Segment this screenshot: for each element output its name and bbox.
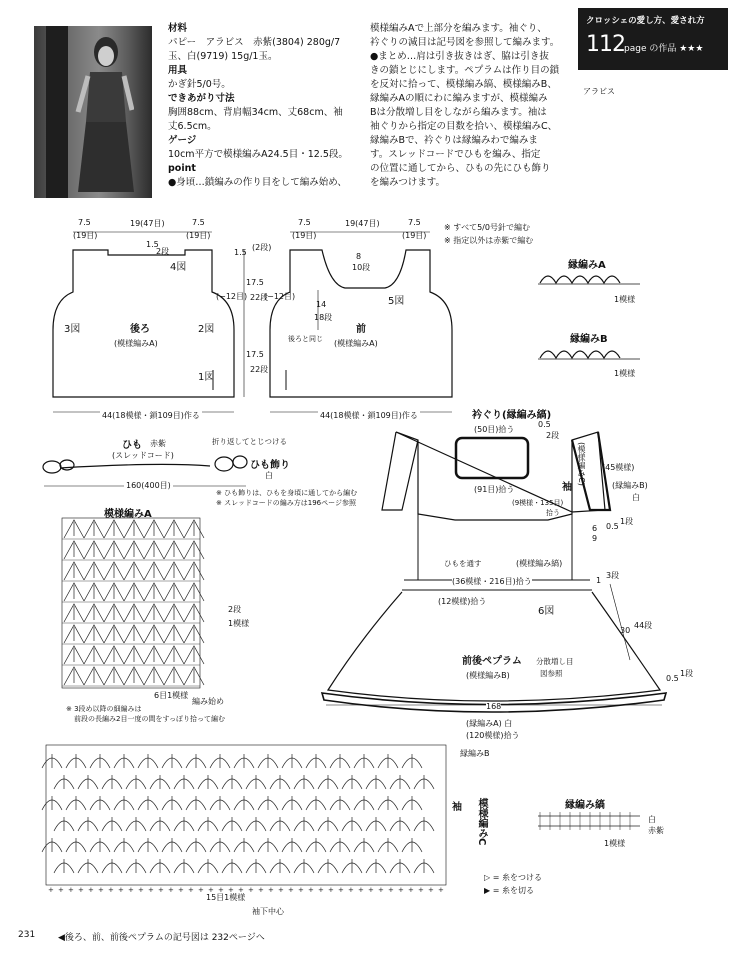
- edging-b-sample: [540, 351, 620, 358]
- chart-c-symbols: [42, 754, 444, 894]
- svg-text:+: +: [348, 886, 354, 894]
- instruction-line: 衿ぐりの減目は記号図を参照して編みます。: [370, 37, 560, 48]
- back-row3: 3図: [64, 324, 81, 335]
- back-row1: 1図: [198, 372, 215, 383]
- chart-a-title: 模様編みA: [104, 509, 152, 520]
- instruction-line: ●まとめ…肩は引き抜きはぎ、脇は引き抜: [370, 51, 549, 62]
- svg-text:+: +: [418, 886, 424, 894]
- instruction-line: 袖ぐりから指定の目数を拾い、模様編みC、: [370, 121, 558, 132]
- back-dim-left-sub: (19目): [73, 231, 98, 240]
- sleeve-dim1: 6: [592, 524, 598, 533]
- cord-pass: ひもを通す: [444, 559, 482, 568]
- svg-text:+: +: [178, 886, 184, 894]
- svg-text:+: +: [118, 886, 124, 894]
- sleeve-label: 袖: [562, 482, 572, 493]
- cord-note1: ※ ひも飾りは、ひもを身頃に通してから編む: [216, 489, 358, 497]
- cord-note2: ※ スレッドコードの編み方は196ページ参照: [216, 499, 356, 507]
- peplum-rows: 44段: [634, 621, 653, 630]
- sleeve-dim2: 9: [592, 534, 598, 543]
- svg-text:+: +: [438, 886, 444, 894]
- back-dim-left: 7.5: [78, 218, 91, 227]
- sleeve-count: (45模様): [602, 463, 635, 472]
- svg-text:+: +: [88, 886, 94, 894]
- front-mid-rows: 18段: [314, 313, 333, 322]
- svg-text:+: +: [328, 886, 334, 894]
- materials-line2: 玉、白(9719) 15g/1玉。: [168, 51, 278, 62]
- cord-decor: ひも飾り: [250, 460, 290, 471]
- front-dim-right-sub: (19目): [402, 231, 427, 240]
- back-side2-rows: 22段: [250, 293, 269, 302]
- back-row2: 2図: [198, 324, 215, 335]
- peplum-edge-rows: 1段: [680, 669, 694, 678]
- back-side2: 17.5: [246, 278, 264, 287]
- svg-text:+: +: [298, 886, 304, 894]
- svg-text:+: +: [288, 886, 294, 894]
- back-armhole: (−12目): [216, 292, 248, 301]
- svg-text:+: +: [188, 886, 194, 894]
- sleeve-pick: (9模様・135目): [512, 499, 564, 507]
- svg-text:+: +: [258, 886, 264, 894]
- hem-edging: (縁編みA) 白: [466, 719, 513, 728]
- svg-text:+: +: [368, 886, 374, 894]
- instruction-line: 縁編みAの順にわに編みますが、模様編み: [370, 93, 548, 104]
- chart-a-note1: ※ 3段め以降の細編みは: [66, 705, 142, 713]
- front-dim-center: 19(47目): [345, 219, 380, 228]
- neck-pick2: (91目)拾う: [474, 485, 515, 494]
- instruction-line: 模様編みAで上部分を編みます。袖ぐり、: [370, 23, 547, 34]
- svg-text:+: +: [248, 886, 254, 894]
- edging-a-title: 縁編みA: [568, 260, 606, 271]
- svg-text:+: +: [318, 886, 324, 894]
- point-label: point: [168, 163, 196, 174]
- edging-b-title: 縁編みB: [570, 334, 608, 345]
- back-side3-rows: 22段: [250, 365, 269, 374]
- chart-a-start: 編み始め: [192, 697, 224, 706]
- legend-cut-text: = 糸を切る: [492, 886, 534, 895]
- stripe-pick: (36模様・216目)拾う: [452, 577, 532, 586]
- instruction-line: 縁編みBで、衿ぐりは縁編みわで編みま: [370, 135, 538, 146]
- back-name: 後ろ: [130, 324, 150, 335]
- size-label: できあがり寸法: [168, 93, 235, 104]
- back-side1-rows: (2段): [252, 243, 272, 252]
- svg-text:+: +: [48, 886, 54, 894]
- instruction-line: の位置に通してから、ひもの先にひも飾り: [370, 163, 551, 174]
- svg-text:+: +: [208, 886, 214, 894]
- back-bottom: 44(18模様・鎖109目)作る: [102, 411, 200, 420]
- gauge-label: ゲージ: [168, 135, 197, 146]
- chart-c-title: 模様編みC: [476, 798, 487, 846]
- neckline: [456, 438, 528, 478]
- edging-b-note: 1模様: [614, 369, 636, 378]
- front-dim-left: 7.5: [298, 218, 311, 227]
- chart-a-note2: 前段の長編み2目一度の間をすっぽり拾って編む: [74, 715, 226, 723]
- svg-text:+: +: [78, 886, 84, 894]
- peplum-note2: 図参照: [540, 669, 563, 678]
- svg-text:+: +: [58, 886, 64, 894]
- neck-pick: (50目)拾う: [474, 425, 515, 434]
- svg-text:+: +: [198, 886, 204, 894]
- peplum-outline: [328, 592, 660, 701]
- tools-label: 用具: [168, 65, 188, 76]
- sleeve-dim4: 1段: [620, 517, 634, 526]
- back-side1: 1.5: [234, 248, 247, 257]
- peplum-edge: 0.5: [666, 674, 679, 683]
- front-pattern: (模様編みA): [334, 339, 378, 348]
- chart-a-count: 6目1模様: [154, 691, 189, 700]
- peplum-title: 前後ペプラム: [462, 656, 522, 667]
- instruction-line: きの鎖とじにします。ペプラムは作り目の鎖: [370, 65, 560, 76]
- instruction-line: Bは分散増し目をしながら編みます。袖は: [370, 107, 547, 118]
- svg-text:+: +: [278, 886, 284, 894]
- stripe-rows: 3段: [606, 571, 620, 580]
- back-dim-center: 19(47目): [130, 219, 165, 228]
- chart-a-rows2: 1模様: [228, 619, 250, 628]
- chart-c-grid: [46, 745, 446, 885]
- peplum-pattern: (模様編みB): [466, 671, 510, 680]
- back-shoulder: 1.5: [146, 240, 159, 249]
- gauge-text: 10cm平方で模様編みA24.5目・12.5段。: [168, 149, 348, 160]
- edging-stripe-sample: [538, 812, 640, 830]
- legend-attach: ▷ = 糸をつける: [484, 873, 542, 882]
- header-title: クロッシェの愛し方、愛され方: [586, 16, 705, 26]
- front-bottom: 44(18模様・鎖109目)作る: [320, 411, 418, 420]
- cord-fold: 折り返してとじつける: [212, 437, 287, 446]
- peplum-pick: (12模様)拾う: [438, 597, 487, 606]
- svg-text:+: +: [128, 886, 134, 894]
- cord-title: ひも: [122, 440, 142, 451]
- edging-stripe-note: 1模様: [604, 839, 626, 848]
- svg-text:+: +: [428, 886, 434, 894]
- sleeve-pattern: (模様編みC): [577, 442, 586, 486]
- sleeve-pick2: 拾う: [546, 509, 560, 517]
- svg-text:+: +: [108, 886, 114, 894]
- svg-text:+: +: [408, 886, 414, 894]
- back-row4: 4図: [170, 262, 187, 273]
- svg-text:+: +: [238, 886, 244, 894]
- front-neck-rows: 10段: [352, 263, 371, 272]
- neck-title: 衿ぐり(縁編み縞): [472, 410, 552, 421]
- front-name: 前: [356, 324, 366, 335]
- edging-a-note: 1模様: [614, 295, 636, 304]
- svg-text:+: +: [398, 886, 404, 894]
- svg-text:+: +: [268, 886, 274, 894]
- instruction-line: す。スレッドコードでひもを編み、指定: [370, 149, 541, 160]
- cord-color: 赤紫: [150, 439, 166, 448]
- page-number: 231: [18, 930, 36, 940]
- point-line1: ●身頃…鎖編みの作り目をして編み始め、: [168, 177, 347, 188]
- neck-side-rows: 2段: [546, 431, 560, 440]
- svg-text:+: +: [388, 886, 394, 894]
- legend-cut: ▶ = 糸を切る: [484, 886, 534, 895]
- svg-text:+: +: [168, 886, 174, 894]
- tools-text: かぎ針5/0号。: [168, 79, 231, 90]
- front-note: 後ろと同じ: [288, 335, 323, 343]
- back-pattern: (模様編みA): [114, 339, 158, 348]
- stripe-label: (模様編み縞): [516, 559, 563, 568]
- chart-a-grid: [62, 518, 200, 688]
- edging-stripe-title: 縁編み縞: [565, 800, 605, 811]
- neck-side: 0.5: [538, 420, 551, 429]
- size-line2: 丈6.5cm。: [168, 121, 217, 132]
- svg-text:+: +: [378, 886, 384, 894]
- front-dim-right: 7.5: [408, 218, 421, 227]
- peplum-height: 30: [620, 626, 631, 635]
- cord-line: [60, 464, 210, 468]
- sleeve-edge-color: 白: [632, 493, 640, 502]
- yarn-brand: アラビス: [583, 87, 615, 96]
- edging-stripe-c2: 赤紫: [648, 826, 664, 835]
- chart-a-rows: 2段: [228, 605, 242, 614]
- svg-text:+: +: [98, 886, 104, 894]
- svg-text:+: +: [338, 886, 344, 894]
- note-needle: ※ すべて5/0号針で編む: [444, 223, 530, 232]
- peplum-row6: 6図: [538, 606, 555, 617]
- page-label: page の作品 ★★★: [624, 44, 704, 54]
- front-neck: 8: [356, 252, 362, 261]
- chart-c-center: 袖下中心: [252, 907, 284, 916]
- back-side3: 17.5: [246, 350, 264, 359]
- chart-a-symbols: [62, 520, 204, 686]
- instruction-line: を編みつけます。: [370, 177, 446, 188]
- edging-stripe-c1: 白: [648, 815, 656, 824]
- front-dim-left-sub: (19目): [292, 231, 317, 240]
- pattern-number: 112: [586, 32, 625, 57]
- back-dim-right-sub: (19目): [186, 231, 211, 240]
- chart-c-edge: 縁編みB: [460, 749, 490, 758]
- chart-c-sleeve: 袖: [452, 802, 462, 813]
- sleeve-edge: (縁編みB): [612, 481, 648, 490]
- svg-text:+: +: [148, 886, 154, 894]
- note-color: ※ 指定以外は赤紫で編む: [444, 236, 534, 245]
- cord-decor-color: 白: [265, 471, 273, 480]
- size-line1: 胸囲88cm、背肩幅34cm、丈68cm、袖: [168, 107, 343, 118]
- stripe-h: 1: [596, 576, 602, 585]
- svg-text:+: +: [138, 886, 144, 894]
- back-dim-right: 7.5: [192, 218, 205, 227]
- svg-text:+: +: [358, 886, 364, 894]
- chart-c-count: 15目1模様: [206, 893, 246, 902]
- edging-a-sample: [540, 276, 620, 283]
- svg-text:+: +: [218, 886, 224, 894]
- svg-text:+: +: [68, 886, 74, 894]
- cord-sub: (スレッドコード): [112, 451, 174, 460]
- instruction-line: を反対に拾って、模様編み縞、模様編みB、: [370, 79, 557, 90]
- legend-attach-text: = 糸をつける: [492, 873, 542, 882]
- front-row5: 5図: [388, 296, 405, 307]
- svg-text:+: +: [308, 886, 314, 894]
- svg-text:+: +: [228, 886, 234, 894]
- back-shoulder-rows: 2段: [156, 247, 170, 256]
- front-armhole: (−12目): [264, 292, 296, 301]
- svg-text:+: +: [158, 886, 164, 894]
- materials-label: 材料: [168, 23, 188, 34]
- materials-line1: パピー アラビス 赤紫(3804) 280g/7: [168, 37, 341, 48]
- peplum-note1: 分散増し目: [536, 657, 574, 666]
- hem-width: 168: [486, 702, 502, 711]
- sleeve-dim3: 0.5: [606, 522, 619, 531]
- front-mid: 14: [316, 300, 327, 309]
- footer-reference: ◀後ろ、前、前後ペプラムの記号図は 232ページへ: [58, 933, 265, 943]
- cord-length: 160(400目): [126, 481, 171, 490]
- hem-pick: (120模様)拾う: [466, 731, 520, 740]
